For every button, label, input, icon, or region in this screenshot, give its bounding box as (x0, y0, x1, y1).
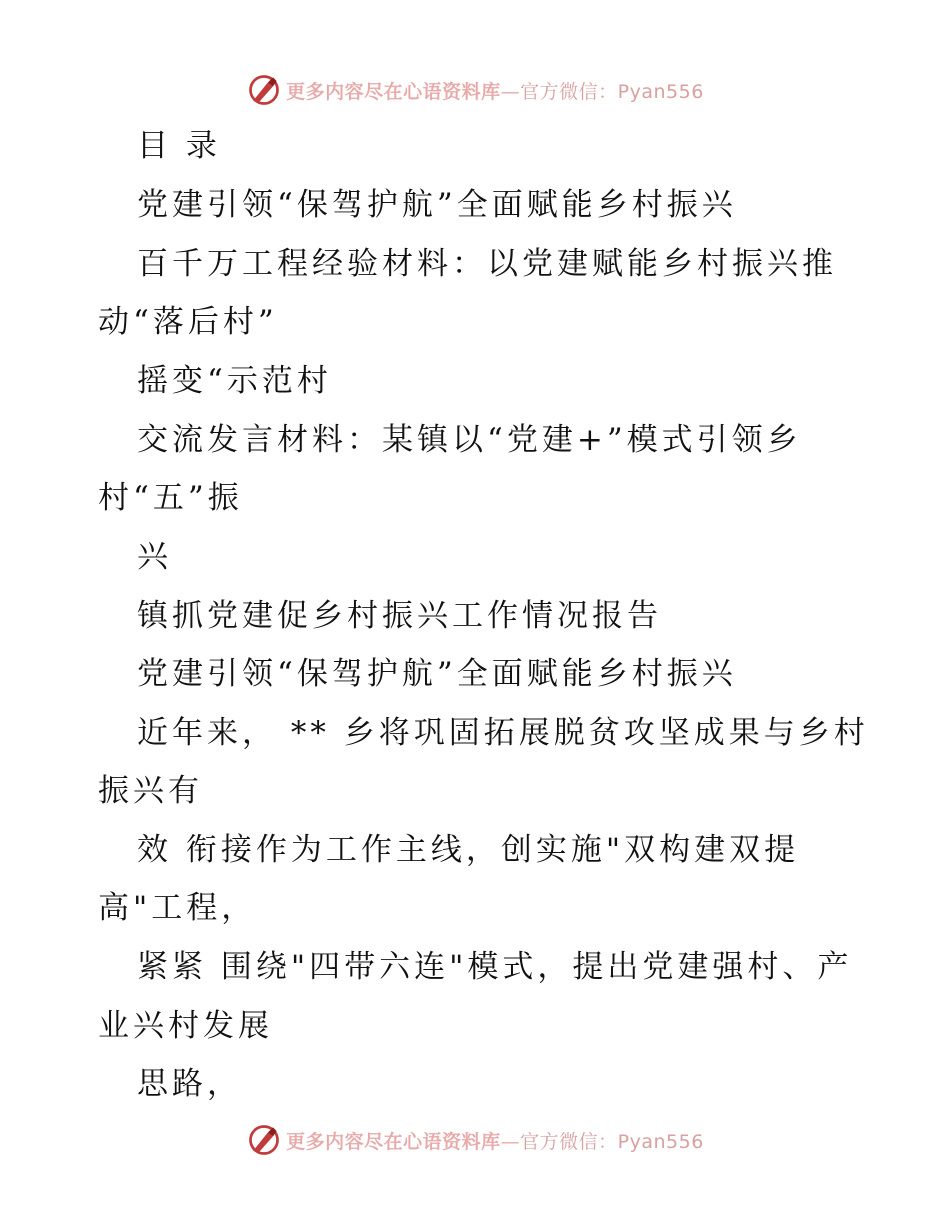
text-line: 兴 (137, 539, 172, 575)
header-watermark (0, 70, 950, 110)
footer-watermark (0, 1120, 950, 1160)
text-line: 百千万工程经验材料：以党建赋能乡村振兴推 (137, 246, 837, 282)
text-line: 交流发言材料：某镇以“党建+”模式引领乡 (137, 422, 802, 458)
text-line: 振兴有 (98, 773, 203, 809)
text-line: 动“落后村” (98, 304, 278, 340)
text-line: 党建引领“保驾护航”全面赋能乡村振兴 (137, 656, 737, 692)
toc-heading: 目 录 (137, 128, 221, 164)
text-line: 村“五”振 (98, 480, 243, 516)
watermark-text: 更多内容尽在心语资料库—官方微信：Pyan556 (286, 1130, 704, 1153)
text-line: 高"工程， (98, 890, 257, 926)
text-line: 摇变“示范村 (137, 363, 332, 399)
text-line: 业兴村发展 (98, 1008, 273, 1044)
text-line: 近年来， ** 乡将巩固拓展脱贫攻坚成果与乡村 (137, 715, 869, 751)
pen-logo-icon (246, 1122, 282, 1158)
watermark-text: 更多内容尽在心语资料库—官方微信：Pyan556 (286, 80, 704, 103)
text-line: 思路， (137, 1066, 242, 1102)
text-line: 效 衔接作为工作主线，创实施"双构建双提 (137, 832, 800, 868)
text-line: 镇抓党建促乡村振兴工作情况报告 (137, 598, 662, 634)
text-line: 党建引领“保驾护航”全面赋能乡村振兴 (137, 187, 737, 223)
text-line: 紧紧 围绕"四带六连"模式，提出党建强村、产 (137, 949, 853, 985)
pen-logo-icon (246, 72, 282, 108)
